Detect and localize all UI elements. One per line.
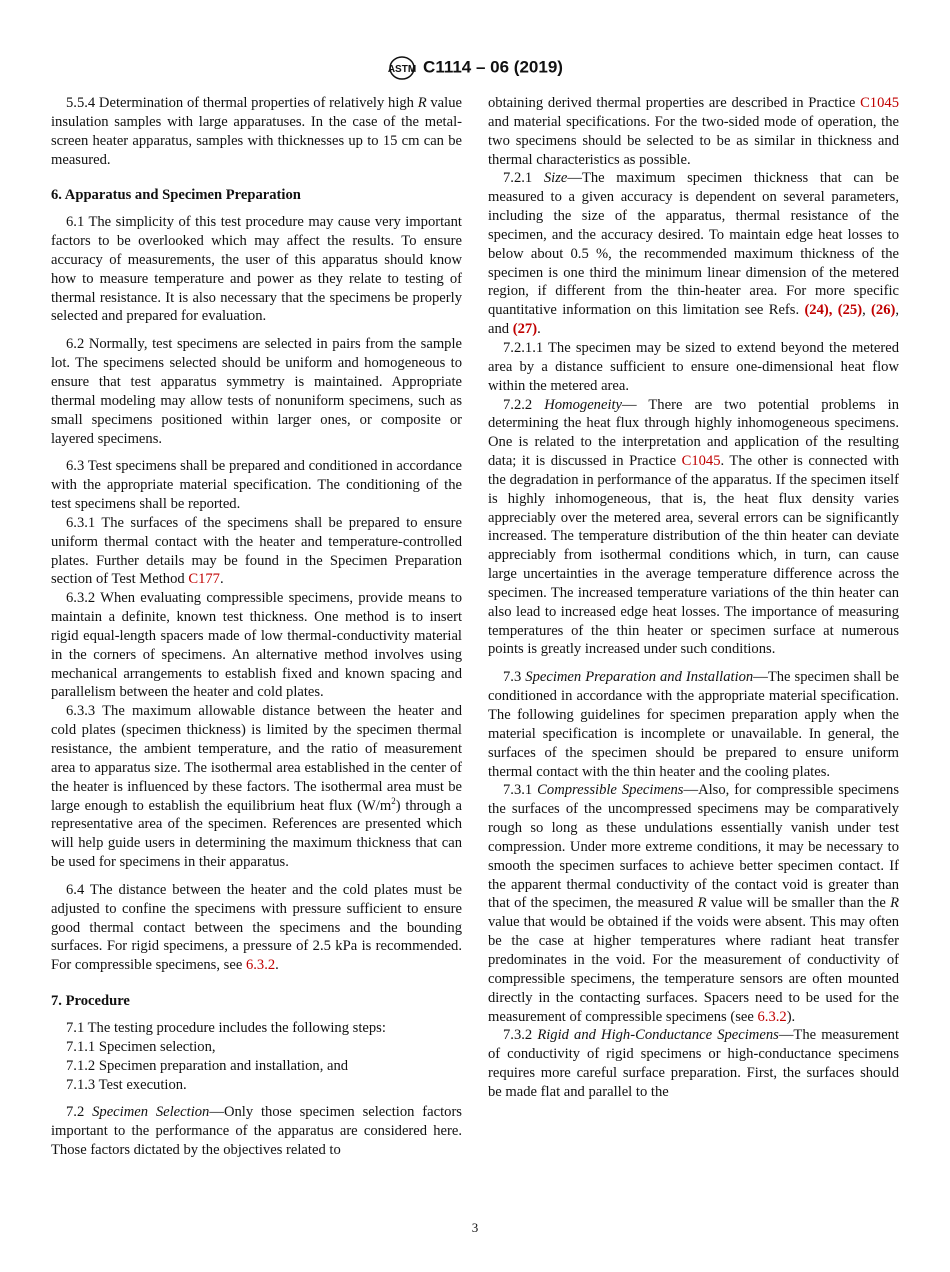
- text-run: 7.1.1 Specimen selection,: [66, 1038, 216, 1055]
- text-run: 7.2.1: [503, 170, 544, 187]
- text-run: and material specifications. For the two-sided mode of operation, the two specimens should be selected to be as similar in thickness and thermal characteristics as possible.: [488, 113, 899, 168]
- text-run: 7.3: [503, 669, 526, 686]
- text-run: value insulation samples with large apparatuses. In the case of the metal-screen heater apparatus, samples with thicknesses up to 15 cm can be measured.: [51, 95, 462, 168]
- text-run: 6.2 Normally, test specimens are selected in pairs from the sample lot. The specimens selected should be uniform and homogeneous to ensure that test apparatus symmetry is maintained. Appropriate thermal modeling may allow tests of nonuniform specimens, such as small specimens positioned within larger ones, or composite or layered specimens.: [51, 336, 462, 447]
- cross-reference-link[interactable]: C1045: [860, 95, 899, 111]
- paragraph: [51, 1103, 462, 1160]
- text-run: —The specimen shall be conditioned in accordance with the appropriate material specification. The following guidelines for specimen preparation apply when the material specification is incomplete or unavailable. In general, the surfaces of the specimen should be prepared to ensure uniform thermal contact with the thin heater and the cooling plates.: [488, 669, 899, 780]
- text-run: obtaining derived thermal properties are described in Practice: [488, 95, 861, 111]
- text-run: ).: [786, 1008, 796, 1025]
- text-run: 5.5.4 Determination of thermal properties of relatively high: [66, 95, 418, 111]
- cross-reference-link[interactable]: C177: [188, 571, 220, 588]
- text-run: ) through a representative area of the specimen. References are presented which will help guide users in determining the maximum thickness that can be used for specimens in their apparatus.: [51, 797, 462, 871]
- paragraph: [488, 668, 899, 781]
- text-run: —Only those specimen selection factors important to the performance of the apparatus are considered here. Those factors dictated by the objectives related to: [51, 1104, 462, 1159]
- reference-link[interactable]: (25): [837, 302, 863, 319]
- paragraph: [51, 94, 462, 169]
- text-run: .: [537, 321, 541, 338]
- text-run: . The other is connected with the degradation in performance of the apparatus. If the specimen itself is highly inhomogeneous, that is, the heat flux density varies appreciably over the metered area, several errors can be significantly increased. The temperature distribution of the thin heater can deviate appreciably from isothermal conditions which, in turn, can cause large uncertainties in the average temperature difference across the specimen. The increased temperature variations of the thin heater can also lead to increased edge heat losses. The importance of measuring temperatures of the thin heater or specimen surface at numerous points is greatly increased under such conditions.: [488, 453, 899, 658]
- text-run: ,: [862, 302, 872, 319]
- paragraph: [51, 335, 462, 448]
- paragraph: [488, 169, 899, 339]
- text-run: —The maximum specimen thickness that can be measured to a given accuracy is dependent on several parameters, including the size of the apparatus, thermal resistance of the specimen, and the accuracy desired. To maintain edge heat losses to below about 0.5 %, the recommended maximum thickness of the specimen is one third the minimum linear dimension of the metered region, if different from the thin-heater area. For more specific quantitative information on this limitation see Refs.: [488, 170, 900, 319]
- text-run: .: [219, 571, 224, 588]
- italic-text: Rigid and High-Conductance Specimens: [537, 1027, 779, 1044]
- paragraph: [51, 514, 462, 589]
- page-number: 3: [471, 1220, 479, 1235]
- text-run: 6.3.3 The maximum allowable distance between the heater and cold plates (specimen thickness) is limited by the specimen thermal resistance, the ambient temperature, and the ratio of measurement area to apparatus size. The isothermal area established in the center of the heater is influenced by these factors. The isothermal area must be large enough to establish the equilibrium heat flux (W/m: [51, 703, 462, 814]
- text-run: 7.1.3 Test execution.: [66, 1076, 187, 1093]
- paragraph: [51, 702, 462, 872]
- italic-text: R: [890, 895, 900, 912]
- document-designation: C1114 – 06 (2019): [423, 57, 563, 77]
- svg-text:ASTM: ASTM: [387, 64, 417, 75]
- reference-link[interactable]: (27): [512, 321, 538, 338]
- italic-text: Size: [543, 170, 568, 187]
- reference-link[interactable]: ,: [828, 302, 838, 319]
- paragraph: [51, 881, 462, 975]
- reference-link[interactable]: (26): [871, 302, 896, 319]
- text-run: value that would be obtained if the voids were absent. This may often be the case at higher temperatures where radiant heat transfer predominates in the void. For the measurement of conductivity of compressible specimens, the temperature sensors are often mounted directly in the contacting surfaces. Spacers need to be used for the measurement of compressible specimens (see: [488, 914, 899, 1025]
- text-run: 7.2.2: [503, 396, 545, 413]
- italic-text: Homogeneity: [544, 396, 623, 413]
- left-column: [51, 94, 462, 1160]
- astm-logo-icon: [387, 56, 417, 80]
- paragraph: [488, 339, 899, 396]
- superscript: 2: [391, 795, 396, 806]
- italic-text: R: [417, 95, 427, 111]
- paragraph: [488, 396, 899, 660]
- text-run: —The measurement of conductivity of rigid specimens or high-conductance specimens requires more careful surface preparation. First, the surfaces should be made flat and parallel to the: [488, 1027, 900, 1100]
- page-header: [0, 56, 950, 80]
- text-run: .: [275, 957, 279, 974]
- paragraph: [51, 1019, 462, 1038]
- section-heading: 6. Apparatus and Specimen Preparation: [51, 187, 301, 204]
- cross-reference-link[interactable]: 6.3.2: [757, 1008, 787, 1025]
- paragraph: [51, 1057, 462, 1076]
- cross-reference-link[interactable]: 6.3.2: [245, 957, 276, 974]
- text-run: 7.3.1: [503, 782, 538, 799]
- paragraph: [488, 1026, 899, 1101]
- text-run: , and: [488, 302, 900, 338]
- text-run: 6.3.1 The surfaces of the specimens shall be prepared to ensure uniform thermal contact with the heater and temperature-controlled plates. Further details may be found in the Specimen Preparation section of Test Method: [51, 514, 462, 588]
- text-run: 7.1.2 Specimen preparation and installation, and: [66, 1057, 349, 1074]
- text-run: —Also, for compressible specimens the surfaces of the uncompressed specimens may be comparatively rough so long as these undulations essentially vanish under test compression. Under more extreme conditions, it may be necessary to smooth the specimen surfaces to achieve better specimen contact. If the apparent thermal conductivity of the contact void is greater than that of the specimen, the measured: [488, 782, 900, 912]
- text-run: 6.4 The distance between the heater and the cold plates must be adjusted to confine the specimens with pressure sufficient to ensure good thermal contact between the specimens and the bounding surfaces. For rigid specimens, a pressure of 2.5 kPa is recommended. For compressible specimens, see: [51, 881, 462, 974]
- text-run: value will be smaller than the: [706, 895, 891, 912]
- text-run: 7.3.2: [503, 1027, 538, 1044]
- text-run: 6.3.2 When evaluating compressible specimens, provide means to maintain a definite, known test thickness. One method is to insert rigid equal-length spacers made of low thermal-conductivity material in the corners of specimens. An alternative method involves using mechanical arrangements to establish fixed and known spacing and parallelism between the heater and cold plates.: [51, 590, 462, 701]
- paragraph: [51, 1076, 462, 1095]
- italic-text: Specimen Selection: [92, 1104, 210, 1121]
- italic-text: R: [697, 895, 707, 912]
- paragraph: [488, 781, 899, 1026]
- text-run: 6.1 The simplicity of this test procedure may cause very important factors to be overlooked which may affect the results. To ensure accuracy of measurements, the user of this apparatus should know how to measure temperature and power as they relate to testing of thermal resistance. It is also necessary that the specimens be properly selected and prepared for evaluation.: [51, 214, 462, 325]
- paragraph: [51, 213, 462, 326]
- italic-text: Specimen Preparation and Installation: [525, 669, 754, 686]
- section-heading: 7. Procedure: [51, 993, 130, 1010]
- text-run: 6.3 Test specimens shall be prepared and conditioned in accordance with the appropriate material specification. The conditioning of the test specimens shall be reported.: [51, 458, 462, 513]
- text-run: 7.2.1.1 The specimen may be sized to extend beyond the metered area by a distance sufficient to ensure one-dimensional heat flow within the metered area.: [488, 339, 899, 394]
- paragraph: [51, 457, 462, 514]
- paragraph: [51, 589, 462, 702]
- italic-text: Compressible Specimens: [537, 782, 684, 799]
- text-run: 7.1 The testing procedure includes the following steps:: [66, 1019, 386, 1036]
- text-run: — There are two potential problems in determining the heat flux through highly inhomogeneous specimens. One is related to the interpretation and application of the resulting data; it is discussed in Practice: [488, 396, 899, 470]
- reference-link[interactable]: (24): [804, 302, 829, 319]
- paragraph: [488, 94, 899, 169]
- text-run: 7.2: [66, 1104, 93, 1121]
- paragraph: [51, 1038, 462, 1057]
- cross-reference-link[interactable]: C1045: [681, 453, 721, 470]
- right-column: [488, 94, 899, 1102]
